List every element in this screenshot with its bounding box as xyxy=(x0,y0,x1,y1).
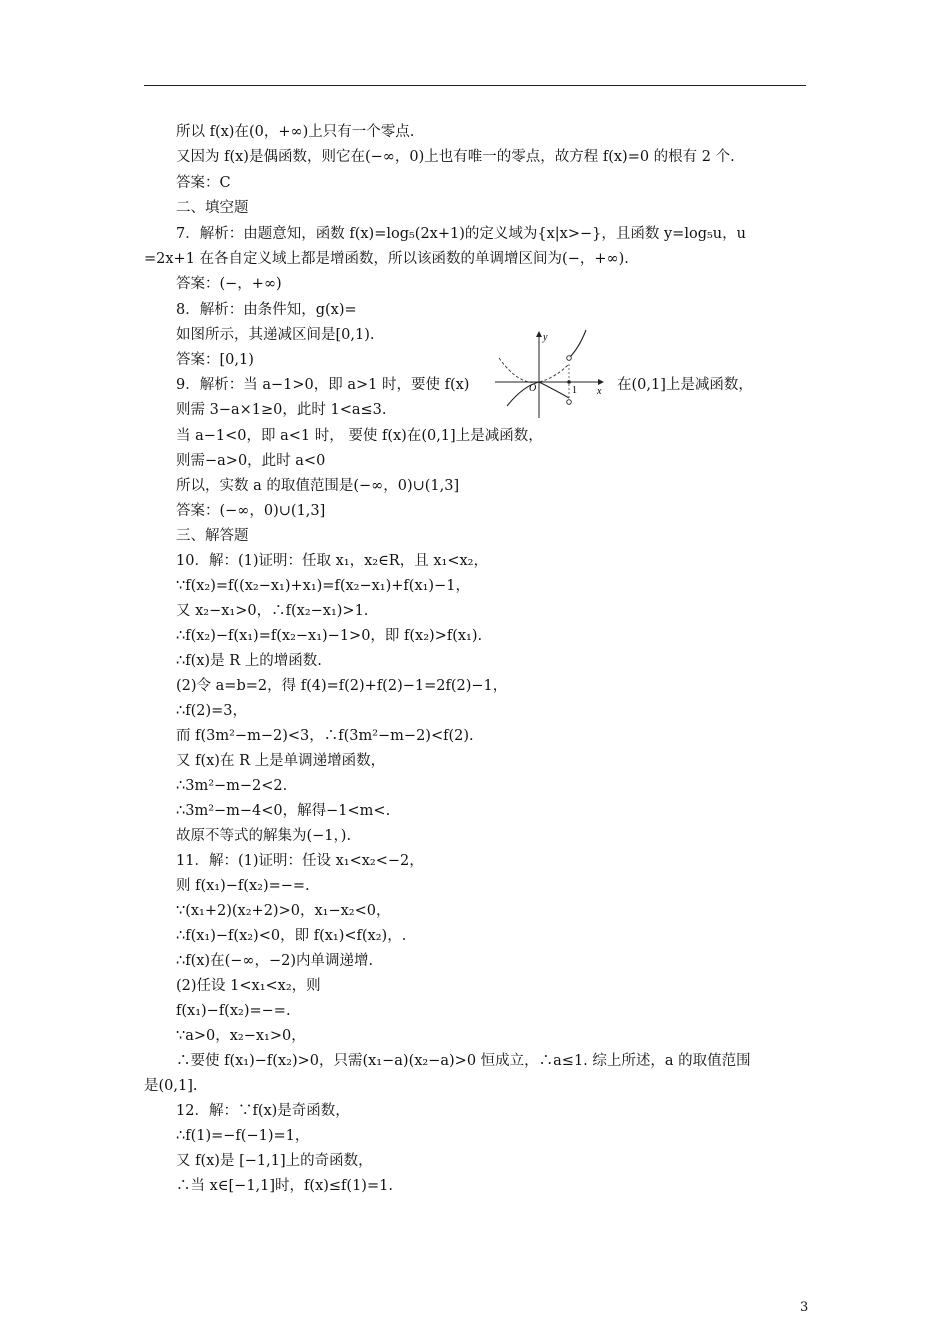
text-line: 是(0,1]. xyxy=(144,1078,198,1094)
text-line: (2)任设 1<x₁<x₂，则 xyxy=(176,978,321,994)
text-line: ∵f(x₂)=f((x₂−x₁)+x₁)=f(x₂−x₁)+f(x₁)−1， xyxy=(176,578,470,594)
text-line: (2)令 a=b=2，得 f(4)=f(2)+f(2)−1=2f(2)−1， xyxy=(176,678,508,694)
text-line: ∵(x₁+2)(x₂+2)>0，x₁−x₂<0， xyxy=(176,903,391,919)
answer-line: 答案：(−，+∞) xyxy=(176,276,282,292)
text-line: ∴f(x)是 R 上的增函数. xyxy=(176,653,322,669)
middle-branch xyxy=(539,382,569,398)
text-line: 9．解析：当 a−1>0，即 a>1 时，要使 f(x) xyxy=(176,377,470,393)
text-line: 故原不等式的解集为(−1，). xyxy=(176,828,352,844)
text-line: 又因为 f(x)是偶函数，则它在(−∞，0)上也有唯一的零点，故方程 f(x)=0 的根有 2 个. xyxy=(176,149,735,165)
text-line: 10．解：(1)证明：任取 x₁，x₂∈R，且 x₁<x₂， xyxy=(176,553,488,569)
text-line: 则需 3−a×1≥0，此时 1<a≤3. xyxy=(176,402,387,418)
text-line: ∵a>0，x₂−x₁>0， xyxy=(176,1028,306,1044)
dashed-parabola xyxy=(499,358,569,383)
text-line: 当 a−1<0，即 a<1 时， 要使 f(x)在(0,1]上是减函数， xyxy=(176,428,543,444)
answer-line: 答案：(−∞，0)∪(1,3] xyxy=(176,503,326,519)
text-line: 答案：C xyxy=(176,175,231,191)
text-line: ∴f(x₂)−f(x₁)=f(x₂−x₁)−1>0，即 f(x₂)>f(x₁). xyxy=(176,628,483,644)
text-line: ∴f(1)=−f(−1)=1， xyxy=(176,1128,310,1144)
page-number: 3 xyxy=(800,1300,809,1315)
open-point-bottom xyxy=(567,400,572,405)
y-axis-label: y xyxy=(543,332,548,343)
text-line: 则 f(x₁)−f(x₂)=−=. xyxy=(176,878,310,894)
text-line: 8．解析：由条件知，g(x)= xyxy=(176,302,357,318)
function-graph xyxy=(493,328,608,420)
text-line: f(x₁)−f(x₂)=−=. xyxy=(176,1003,291,1019)
text-line: ∴f(x₁)−f(x₂)<0，即 f(x₁)<f(x₂)，. xyxy=(176,928,407,944)
header-rule xyxy=(144,85,806,86)
text-line: 又 x₂−x₁>0，∴f(x₂−x₁)>1. xyxy=(176,603,369,619)
text-line: 7．解析：由题意知，函数 f(x)=log₅(2x+1)的定义域为{x|x>−}，且函数 y=log₅u，u xyxy=(176,226,746,242)
text-line: 所以，实数 a 的取值范围是(−∞，0)∪(1,3] xyxy=(176,478,460,494)
closed-point xyxy=(567,380,571,384)
text-line: ∴3m²−m−4<0，解得−1<m<. xyxy=(176,803,391,819)
text-line: ∴f(2)=3， xyxy=(176,703,248,719)
right-branch xyxy=(569,330,586,358)
text-line: ∴当 x∈[−1,1]时，f(x)≤f(1)=1. xyxy=(176,1178,393,1194)
text-line: 又 f(x)在 R 上是单调递增函数， xyxy=(176,753,386,769)
tick-label: 1 xyxy=(572,385,577,396)
text-line: =2x+1 在各自定义域上都是增函数，所以该函数的单调增区间为(−，+∞). xyxy=(144,251,629,267)
text-line: 则需−a>0，此时 a<0 xyxy=(176,453,326,469)
text-line: 所以 f(x)在(0，+∞)上只有一个零点. xyxy=(176,124,415,140)
section-heading: 三、解答题 xyxy=(176,528,249,544)
section-heading: 二、填空题 xyxy=(176,200,249,216)
origin-label: O xyxy=(529,383,537,394)
text-line: ∴要使 f(x₁)−f(x₂)>0，只需(x₁−a)(x₂−a)>0 恒成立，∴a≤1. 综上所述，a 的取值范围 xyxy=(176,1053,751,1069)
text-line: 11．解：(1)证明：任设 x₁<x₂<−2， xyxy=(176,853,424,869)
text-line: 而 f(3m²−m−2)<3，∴f(3m²−m−2)<f(2). xyxy=(176,728,474,744)
text-line: ∴3m²−m−2<2. xyxy=(176,778,288,794)
open-point-top xyxy=(567,356,572,361)
text-line: 在(0,1]上是减函数， xyxy=(617,377,753,393)
answer-line: 答案：[0,1) xyxy=(176,352,254,368)
text-line: ∴f(x)在(−∞，−2)内单调递增. xyxy=(176,953,374,969)
text-line: 如图所示，其递减区间是[0,1). xyxy=(176,327,375,343)
text-line: 又 f(x)是 [−1,1]上的奇函数， xyxy=(176,1153,373,1169)
text-line: 12．解：∵f(x)是奇函数， xyxy=(176,1103,350,1119)
x-axis-label: x xyxy=(597,386,602,397)
